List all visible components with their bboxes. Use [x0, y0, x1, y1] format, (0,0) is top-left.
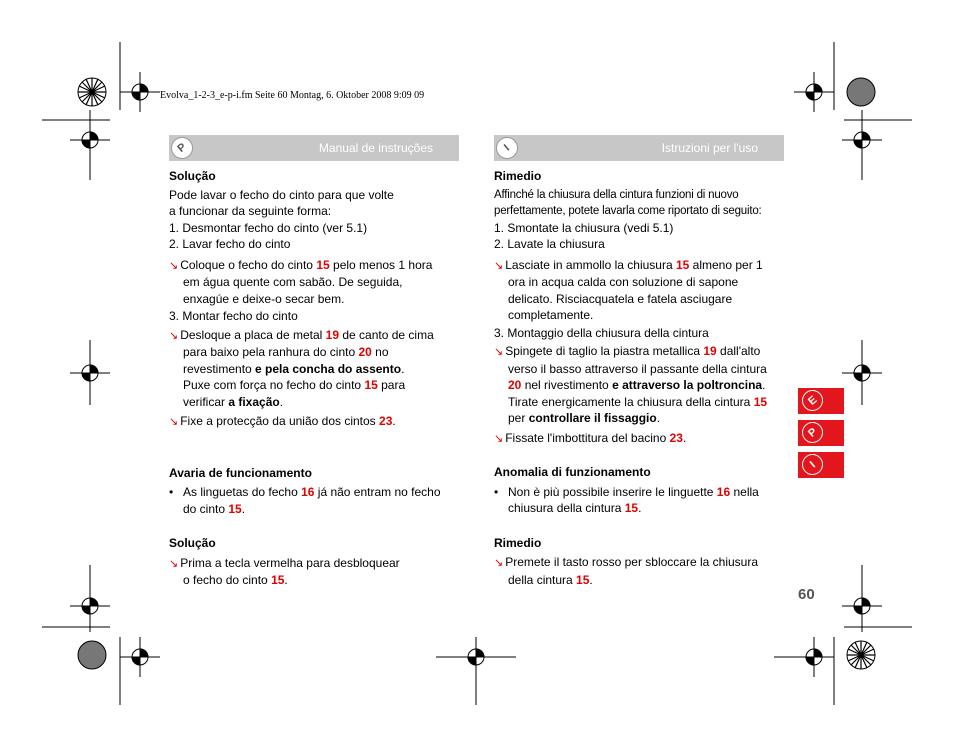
intro-line: Affinché la chiusura della cintura funzioni di nuovo — [494, 188, 739, 201]
heading-anomalia: Anomalia di funzionamento — [494, 465, 651, 479]
action-line: ora in acqua calda con soluzione di sapone — [508, 275, 739, 289]
action-line: della cintura 15. — [508, 572, 593, 587]
action-arrow-icon: ↘ — [494, 432, 504, 445]
bullet-line: do cinto 15. — [183, 501, 246, 516]
step-3: 3. Montaggio della chiusura della cintura — [494, 325, 709, 340]
file-header-line: Evolva_1-2-3_e-p-i.fm Seite 60 Montag, 6. Oktober 2008 9:09 09 — [160, 90, 425, 101]
action-line: enxagúe e deixe-o secar bem. — [183, 291, 345, 306]
action-line: verificar a fixação. — [183, 394, 284, 409]
action-arrow-icon: ↘ — [169, 329, 179, 342]
action-line: em água quente com sabão. De seguida, — [183, 275, 403, 289]
action-line: delicato. Risciacquatela e fatela asciugare — [508, 291, 733, 306]
heading-avaria: Avaria de funcionamento — [169, 465, 312, 480]
bullet-dot: • — [169, 485, 174, 499]
step-2: 2. Lavate la chiusura — [494, 237, 605, 251]
right-column-italian — [494, 168, 786, 588]
action-item: ↘ Lasciate in ammollo la chiusura 15 almeno per 1 — [494, 257, 763, 272]
language-tab-label: P — [798, 418, 828, 448]
language-tab-p[interactable] — [798, 420, 844, 446]
bullet-item: • As linguetas do fecho 16 já não entram no fecho — [169, 485, 441, 499]
section-band-italian — [494, 135, 784, 161]
section-band-portuguese — [169, 135, 459, 161]
step-3: 3. Montar fecho do cinto — [169, 309, 298, 323]
action-line: para baixo pela ranhura do cinto 20 no — [183, 345, 389, 359]
step-1: 1. Smontate la chiusura (vedi 5.1) — [494, 220, 674, 235]
action-line: completamente. — [508, 308, 594, 322]
page-number: 60 — [798, 586, 815, 603]
step-1: 1. Desmontar fecho do cinto (ver 5.1) — [169, 220, 368, 235]
intro-line: Pode lavar o fecho do cinto para que volte — [169, 187, 394, 202]
action-item: ↘ Desloque a placa de metal 19 de canto de cima — [169, 327, 434, 342]
heading-rimedio: Rimedio — [494, 169, 542, 183]
language-tab-e[interactable] — [798, 388, 844, 414]
action-line: verso il basso attraverso il passante della cintura — [508, 361, 767, 376]
action-line: Puxe com força no fecho do cinto 15 para — [183, 378, 406, 392]
action-line: revestimento e pela concha do assento. — [183, 361, 405, 376]
language-badge-i: I — [492, 133, 523, 164]
language-tab-label: I — [798, 450, 828, 480]
action-item: ↘ Spingete di taglio la piastra metallica 19 dall'alto — [494, 344, 761, 358]
action-line: 20 nel rivestimento e attraverso la poltroncina. — [508, 378, 766, 392]
language-tab-label: E — [798, 386, 828, 416]
action-item: ↘ Fixe a protecção da união dos cintos 23. — [169, 414, 396, 428]
action-item: ↘ Fissate l'imbottitura del bacino 23. — [494, 430, 687, 445]
language-tab-i[interactable] — [798, 452, 844, 478]
action-arrow-icon: ↘ — [169, 259, 179, 272]
action-item: ↘ Prima a tecla vermelha para desbloquear — [169, 555, 400, 570]
section-title-portuguese: Manual de instruções — [318, 141, 433, 155]
step-2: 2. Lavar fecho do cinto — [169, 237, 291, 251]
action-line: Tirate energicamente la chiusura della cintura 15 — [508, 394, 768, 409]
action-item: ↘ Coloque o fecho do cinto 15 pelo menos 1 hora — [169, 257, 433, 272]
bullet-item: • Non è più possibile inserire le linguette 16 nella — [494, 484, 759, 499]
language-badge-p: P — [167, 133, 198, 164]
bullet-line: chiusura della cintura 15. — [508, 501, 642, 515]
heading-solucao-2: Solução — [169, 536, 216, 550]
intro-line: a funcionar da seguinte forma: — [169, 204, 332, 218]
action-arrow-icon: ↘ — [494, 259, 504, 272]
action-arrow-icon: ↘ — [494, 557, 504, 569]
intro-line: perfettamente, potete lavarla come riportato di seguito: — [494, 205, 762, 217]
action-line: per controllare il fissaggio. — [508, 411, 661, 425]
action-line: o fecho do cinto 15. — [183, 573, 288, 587]
left-column-portuguese — [169, 168, 464, 589]
action-item: ↘ Premete il tasto rosso per sbloccare la chiusura — [494, 555, 758, 569]
heading-rimedio-2: Rimedio — [494, 535, 542, 550]
action-arrow-icon: ↘ — [169, 557, 179, 570]
section-title-italian: Istruzioni per l'uso — [661, 141, 758, 155]
action-arrow-icon: ↘ — [169, 416, 179, 428]
heading-solucao: Solução — [169, 169, 216, 183]
action-arrow-icon: ↘ — [494, 346, 504, 358]
bullet-dot: • — [494, 484, 499, 499]
